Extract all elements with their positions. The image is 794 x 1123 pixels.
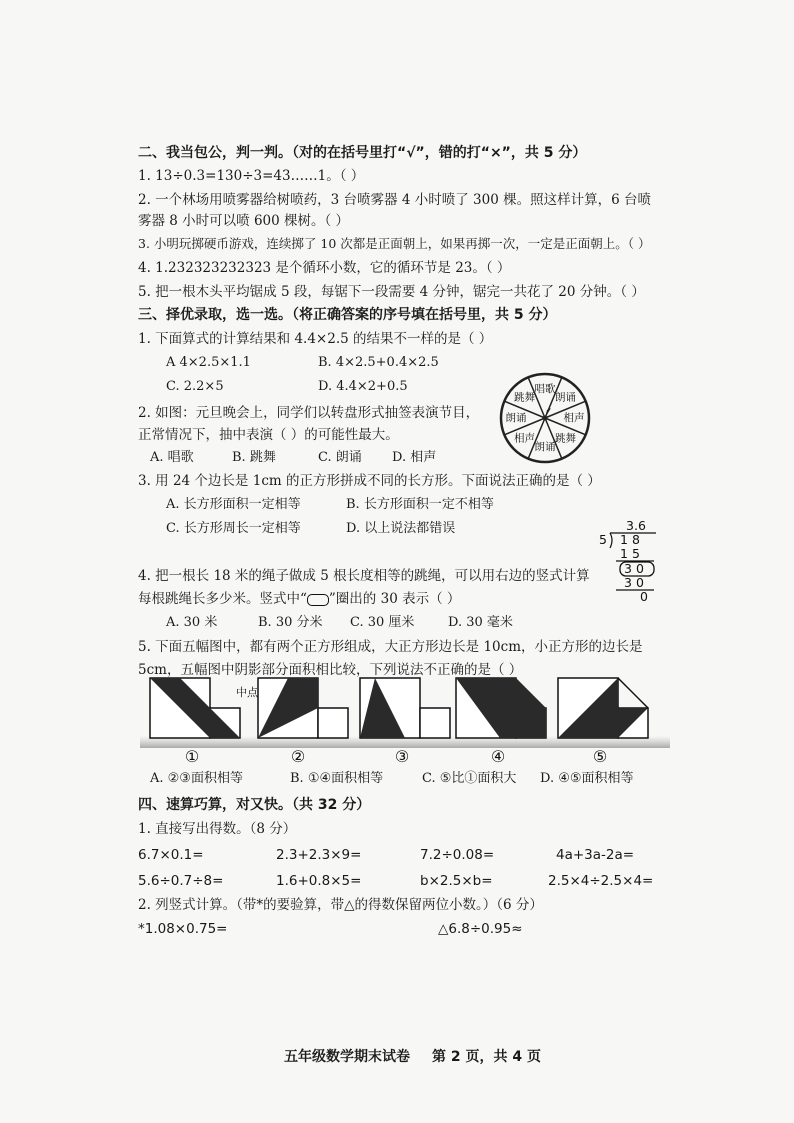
figure-label-3: ③ xyxy=(394,747,410,766)
calc-row1-1: 6.7×0.1= xyxy=(138,847,204,863)
judge-item-2-line1: 2. 一个林场用喷雾器给树喷药，3 台喷雾器 4 小时喷了 300 棵。照这样计算，6 台喷 xyxy=(138,192,651,208)
choice-q1-option-c: C. 2.2×5 xyxy=(166,379,224,394)
spinner-sector-label: 相声 xyxy=(514,432,535,445)
figure-1 xyxy=(150,678,240,738)
choice-q4-stem-line2 xyxy=(138,590,460,608)
vertical-calc-2: △6.8÷0.95≈ xyxy=(438,921,523,937)
square-figures xyxy=(140,676,670,766)
choice-q2-option-d: D. 相声 xyxy=(392,450,437,465)
rounded-box-icon xyxy=(307,594,329,606)
choice-q5-stem-line1: 5. 下面五幅图中，都有两个正方形组成，大正方形边长是 10cm，小正方形的边长是 xyxy=(138,639,643,655)
judge-item-5: 5. 把一根木头平均锯成 5 段，每锯下一段需要 4 分钟，锯完一共花了 20 分钟。（ ） xyxy=(138,284,645,300)
choice-q3-option-b: B. 长方形面积一定不相等 xyxy=(346,497,494,512)
vertical-calc-1: *1.08×0.75= xyxy=(138,921,228,937)
division-remainder: 30 xyxy=(624,561,648,576)
choice-q3-option-c: C. 长方形周长一定相等 xyxy=(166,521,301,536)
choice-q1-option-a: A 4×2.5×1.1 xyxy=(166,355,251,370)
choice-q4-stem-part2: ”圈出的 30 表示（ ） xyxy=(328,591,461,607)
spinner-sector-label: 跳舞 xyxy=(555,432,576,445)
choice-q2-stem-line2: 正常情况下，抽中表演（ ）的可能性最大。 xyxy=(138,427,399,443)
division-divisor: 5 xyxy=(599,532,607,547)
midpoint-label-1 xyxy=(174,676,197,677)
long-division-figure xyxy=(596,518,666,606)
calc-row2-4: 2.5×4÷2.5×4= xyxy=(548,873,654,889)
figure-2 xyxy=(258,678,348,738)
spinner-sector-label: 朗诵 xyxy=(534,441,556,453)
choice-q5-option-a: A. ②③面积相等 xyxy=(150,771,243,786)
division-sub1: 15 xyxy=(620,546,644,561)
figure-5 xyxy=(558,678,648,738)
choice-q1-option-d: D. 4.4×2+0.5 xyxy=(318,379,408,394)
calc-row1-4: 4a+3a-2a= xyxy=(556,847,635,863)
choice-q4-option-a: A. 30 米 xyxy=(166,615,218,630)
judge-item-3: 3. 小明玩掷硬币游戏，连续掷了 10 次都是正面朝上，如果再掷一次，一定是正面朝上。（ ） xyxy=(138,236,651,251)
figure-label-5: ⑤ xyxy=(592,747,608,766)
calc-row2-3: b×2.5×b= xyxy=(420,873,493,889)
choice-q4-option-c: C. 30 厘米 xyxy=(350,615,415,630)
midpoint-label-2: 中点 xyxy=(236,686,258,699)
section-2-heading: 二、我当包公，判一判。（对的在括号里打“√”，错的打“×”，共 5 分） xyxy=(138,145,587,161)
choice-q2-option-b: B. 跳舞 xyxy=(232,450,276,465)
footer-page-number: 第 2 页，共 4 页 xyxy=(432,1049,541,1065)
division-final: 0 xyxy=(640,589,648,604)
choice-q4-stem-line1: 4. 把一根长 18 米的绳子做成 5 根长度相等的跳绳，可以用右边的竖式计算 xyxy=(138,568,590,584)
choice-q3-stem: 3. 用 24 个边长是 1cm 的正方形拼成不同的长方形。下面说法正确的是（ ） xyxy=(138,473,601,489)
choice-q2-option-a: A. 唱歌 xyxy=(150,450,194,465)
calc-row2-1: 5.6÷0.7÷8= xyxy=(138,873,224,889)
choice-q1-stem: 1. 下面算式的计算结果和 4.4×2.5 的结果不一样的是（ ） xyxy=(138,331,493,347)
division-quotient: 3.6 xyxy=(626,518,646,533)
choice-q1-option-b: B. 4×2.5+0.4×2.5 xyxy=(318,355,439,370)
spinner-sector-label: 朗诵 xyxy=(555,391,576,404)
spinner-wheel xyxy=(495,368,595,468)
calc-part-1-heading: 1. 直接写出得数。（8 分） xyxy=(138,821,297,837)
division-dividend: 18 xyxy=(620,532,644,547)
choice-q5-option-b: B. ①④面积相等 xyxy=(290,771,384,786)
choice-q3-option-d: D. 以上说法都错误 xyxy=(346,521,456,536)
choice-q4-option-d: D. 30 毫米 xyxy=(448,615,513,630)
spinner-sector-label: 相声 xyxy=(563,412,585,424)
section-4-heading: 四、速算巧算，对又快。（共 32 分） xyxy=(138,797,371,813)
section-3-heading: 三、择优录取，选一选。（将正确答案的序号填在括号里，共 5 分） xyxy=(138,307,557,323)
footer-title: 五年级数学期末试卷 xyxy=(284,1049,410,1065)
choice-q5-option-d: D. ④⑤面积相等 xyxy=(540,771,634,786)
spinner-sector-label: 唱歌 xyxy=(534,383,556,395)
figure-label-1: ① xyxy=(184,747,200,766)
spinner-sector-label: 跳舞 xyxy=(514,391,535,404)
judge-item-4: 4. 1.232323232323 是个循环小数，它的循环节是 23。（ ） xyxy=(138,260,511,276)
choice-q2-stem-line1: 2. 如图：元旦晚会上，同学们以转盘形式抽签表演节目， xyxy=(138,405,480,421)
division-sub2: 30 xyxy=(624,575,648,590)
choice-q5-option-c: C. ⑤比①面积大 xyxy=(422,771,517,786)
choice-q2-option-c: C. 朗诵 xyxy=(318,450,362,465)
figure-label-2: ② xyxy=(290,747,306,766)
choice-q5-stem-line2: 5cm，五幅图中阴影部分面积相比较，下列说法不正确的是（ ） xyxy=(138,662,523,678)
calc-row2-2: 1.6+0.8×5= xyxy=(276,873,362,889)
choice-q3-option-a: A. 长方形面积一定相等 xyxy=(166,497,301,512)
calc-part-2-heading: 2. 列竖式计算。（带*的要验算，带△的得数保留两位小数。）（6 分） xyxy=(138,897,543,913)
spinner-sector-label: 朗诵 xyxy=(505,412,527,424)
calc-row1-3: 7.2÷0.08= xyxy=(420,847,495,863)
judge-item-1: 1. 13÷0.3=130÷3=43……1。（ ） xyxy=(138,168,365,184)
calc-row1-2: 2.3+2.3×9= xyxy=(276,847,362,863)
figure-4 xyxy=(456,678,546,738)
choice-q4-stem-part1: 每根跳绳长多少米。竖式中“ xyxy=(138,591,307,607)
figure-label-4: ④ xyxy=(490,747,506,766)
figure-3 xyxy=(360,678,450,738)
choice-q4-option-b: B. 30 分米 xyxy=(258,615,323,630)
judge-item-2-line2: 雾器 8 小时可以喷 600 棵树。（ ） xyxy=(138,213,350,229)
